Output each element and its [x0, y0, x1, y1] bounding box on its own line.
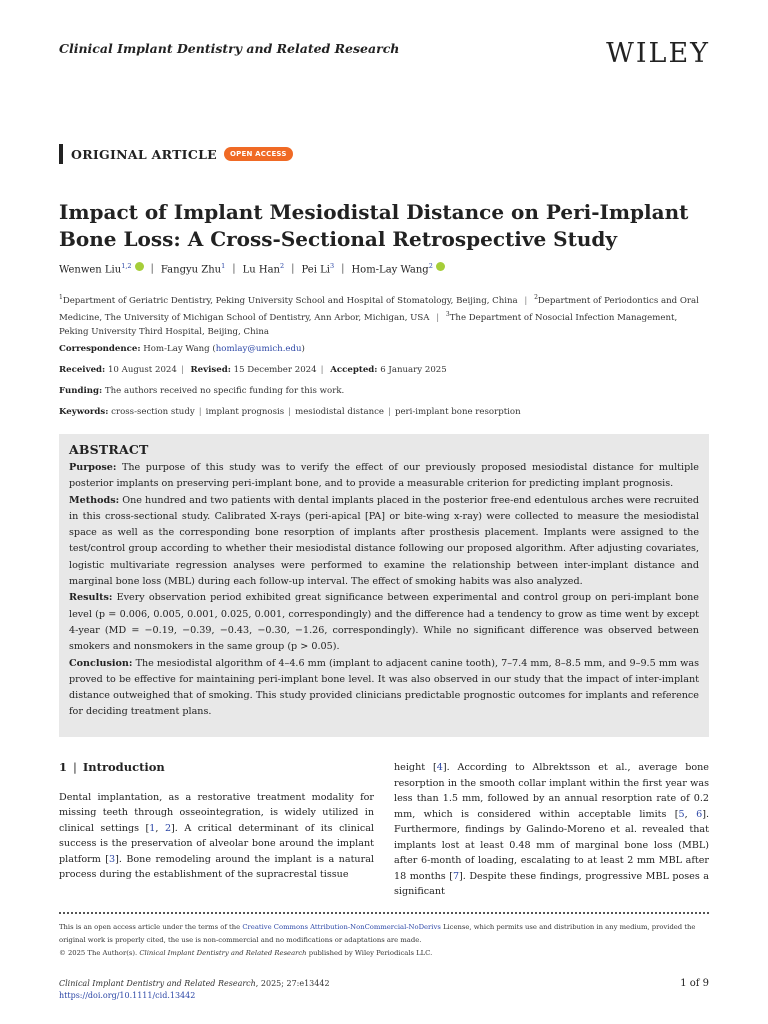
author-list: Wenwen Liu$^{1,2}$ | Fangyu Zhu$^1$ | Lu Han$^2$ | Pei Li$^3$ | Hom-Lay Wang$^2$ [59, 262, 445, 275]
abstract-conclusion: Conclusion: The mesiodistal algorithm of 4–4.6 mm (implant to adjacent canine tooth), 7–7.4 mm, 8–8.5 mm, and 9–9.5 mm was proved to be effective for maintaining peri-implant bone level. It was also observed in our study that the impact of inter-implant distance outweighed that of smoking. This study provided clinicians predictable prognostic outcomes for implants and reference for deciding treatment plans. [69, 657, 699, 718]
footer-citation: Clinical Implant Dentistry and Related Research, 2025; 27:e13442 https://doi.org/10.1111/cid.13442 [59, 979, 330, 1000]
affiliations: $^1$Department of Geriatric Dentistry, Peking University School and Hospital of Stomatology, Beijing, China | $^2$Department of Periodontics and Oral Medicine, The University of Michigan School of Dentistry, Ann Arbor, Michigan, USA | $^3$The Department of Nosocial Infection Management, Peking University Third Hospital, Beijing, China [59, 294, 699, 338]
correspondence: Correspondence: Hom-Lay Wang (homlay@umich.edu) [59, 344, 305, 354]
author-4[interactable]: Pei Li$^3$ [301, 262, 335, 276]
abstract-methods: Methods: One hundred and two patients with dental implants placed in the posterior free-end edentulous arches were recruited in this cross-sectional study. Calibrated X-rays (peri-apical [PA] or bite-wing x-ray) were collected to measure the mesiodistal space as well as the corresponding bone resorption of implants after prosthesis placement. Implants were assigned to the test/control group according to whether their mesiodistal distance following our proposed algorithm. After adjusting covariates, logistic multivariate regression analyses were performed to examine the relationship between inter-implant distance and marginal bone loss (MBL) during each follow-up interval. The effect of smoking habits was also analyzed. [69, 494, 699, 588]
abstract-heading: ABSTRACT [69, 442, 149, 457]
reference-link[interactable]: 7 [452, 870, 460, 882]
abstract-purpose: Purpose: The purpose of this study was to verify the effect of our previously proposed mesiodistal distance for multiple posterior implants on preserving peri-implant bone, and to provide a measurable criterion for predicting implant prognosis. [69, 462, 699, 490]
author-2[interactable]: Fangyu Zhu$^1$ [160, 262, 226, 276]
reference-link[interactable]: 3 [108, 853, 116, 865]
license-notice: This is an open access article under the terms of the Creative Commons Attribution-NonCommercial-NoDerivs License, which permits use and distribution in any medium, provided the original work is properly cited, the use is non-commercial and no modifications or adaptations are made. © 2025 The Author(s). Clinical Implant Dentistry and Related Research published by Wiley Periodicals LLC. [59, 921, 711, 961]
page-number: 1 of 9 [680, 978, 709, 989]
license-link[interactable]: Creative Commons Attribution-NonCommercial-NoDerivs [242, 923, 441, 931]
body-right-column [394, 760, 709, 900]
keyword[interactable]: mesiodistal distance [295, 407, 385, 417]
keyword[interactable]: peri-implant bone resorption [394, 407, 521, 417]
abstract-box [59, 434, 709, 737]
article-dates: Received: 10 August 2024 | Revised: 15 December 2024 | Accepted: 6 January 2025 [59, 365, 447, 375]
open-access-badge: OPEN ACCESS [224, 147, 293, 161]
journal-name: Clinical Implant Dentistry and Related Research [59, 41, 400, 56]
orcid-icon[interactable] [436, 262, 445, 271]
doi-link[interactable]: https://doi.org/10.1111/cid.13442 [59, 990, 196, 1000]
keywords: Keywords: cross-section study | implant prognosis | mesiodistal distance | peri-implant bone resorption [59, 407, 521, 417]
article-type [59, 144, 293, 164]
reference-link[interactable]: 2 [164, 822, 172, 834]
footnote-divider [59, 912, 709, 914]
article-title: Impact of Implant Mesiodistal Distance on Peri-Implant Bone Loss: A Cross-Sectional Retrospective Study [59, 200, 689, 251]
body-left-column [59, 760, 374, 883]
reference-link[interactable]: 1 [149, 822, 156, 834]
funding: Funding: The authors received no specific funding for this work. [59, 386, 345, 396]
copyright-line: © 2025 The Author(s). Clinical Implant Dentistry and Related Research published by Wiley Periodicals LLC. [59, 949, 433, 958]
author-5[interactable]: Hom-Lay Wang$^2$ [351, 262, 444, 275]
orcid-icon[interactable] [135, 262, 144, 271]
author-1[interactable]: Wenwen Liu$^{1,2}$ [59, 262, 144, 275]
reference-link[interactable]: 6 [696, 808, 703, 820]
intro-paragraph-continued: height [4]. According to Albrektsson et al., average bone resorption in the smooth collar implant within the first year was less than 1.5 mm, followed by an annual resorption rate of 0.2 mm, which is considered within acceptable limits [5, 6]. Furthermore, findings by Galindo-Moreno et al. revealed that implants lost at least 0.48 mm of marginal bone loss (MBL) after 6-month of loading, escalating to at least 2 mm MBL after 18 months [7]. Despite these findings, progressive MBL poses a significant [394, 762, 709, 897]
article-type-label: ORIGINAL ARTICLE [71, 146, 217, 162]
intro-paragraph: Dental implantation, as a restorative treatment modality for missing teeth through osseointegration, is widely utilized in clinical settings [1, 2]. A critical determinant of its clinical success is the preservation of alveolar bone around the implant platform [3]. Bone remodeling around the implant is a natural process during the establishment of the supracrestal tissue [59, 791, 374, 880]
reference-link[interactable]: 5 [678, 808, 685, 820]
reference-link[interactable]: 4 [436, 762, 443, 773]
correspondence-email-link[interactable]: homlay@umich.edu [215, 344, 302, 354]
keyword[interactable]: implant prognosis [205, 407, 285, 417]
abstract-results: Results: Every observation period exhibited great significance between experimental and control group on peri-implant bone level (p = 0.006, 0.005, 0.001, 0.025, 0.001, correspondingly) and the difference had a tendency to grow as time went by except 4-year (MD = −0.19, −0.39, −0.43, −0.30, −1.26, correspondingly). While no significant difference was observed between smokers and nonsmokers in the same group (p > 0.05). [69, 592, 699, 653]
publisher-logo: WILEY [606, 38, 710, 69]
author-3[interactable]: Lu Han$^2$ [242, 262, 285, 276]
section-heading-introduction: 1 | Introduction [59, 760, 165, 774]
keyword[interactable]: cross-section study [111, 407, 195, 417]
